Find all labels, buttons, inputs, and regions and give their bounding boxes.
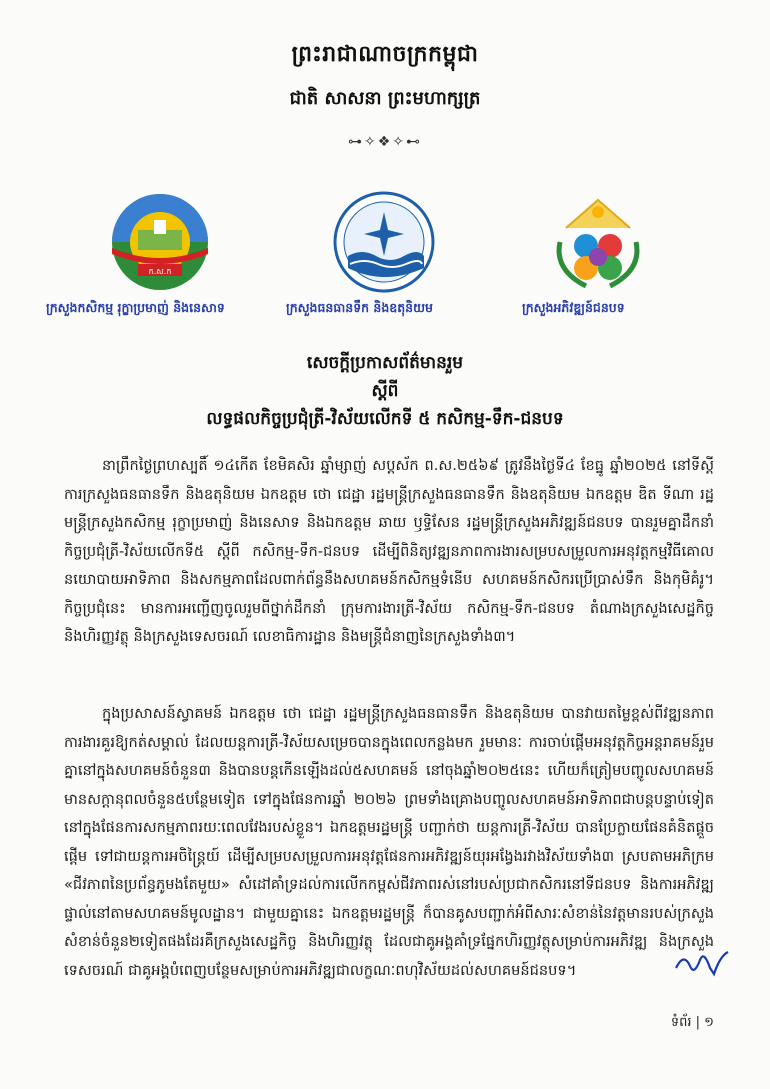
rural-ministry-label: ក្រសួងអភិវឌ្ឍន៍ជនបទ: [522, 300, 625, 315]
rural-ministry-logo: [546, 186, 650, 300]
body-paragraph-1: នាព្រឹកថ្ងៃព្រហស្បតិ៍ ១៤កើត ខែមិគសិរ ឆ្នាំម្សាញ់ សប្តស័ក ព.ស.២៥៦៩ ត្រូវនឹងថ្ងៃទី៤ ខែធ្នូ ឆ្នាំ២០២៥ នៅទីស្តីការក្រសួងធនធានទឹក និងឧតុនិយម ឯកឧត្តម ថោ ជេដ្ឋា រដ្ឋមន្ត្រីក្រសួងធនធានទឹក និងឧតុនិយម ឯកឧត្តម ឌិត ទីណា រដ្ឋមន្ត្រីក្រសួងកសិកម្ម រុក្ខាប្រមាញ់ និងនេសាទ និងឯកឧត្តម ឆាយ ឫទ្ធិសែន រដ្ឋមន្ត្រីក្រសួងអភិវឌ្ឍន៍ជនបទ បានរួមគ្នាដឹកនាំកិច្ចប្រជុំត្រី-វិស័យលើកទី៥ ស្តីពី កសិកម្ម-ទឹក-ជនបទ ដើម្បីពិនិត្យវឌ្ឍនភាពការងារសម្របសម្រួលការអនុវត្តកម្មវិធីគោលនយោបាយអាទិភាព និងសកម្មភាពដែលពាក់ព័ន្ធនឹងសហគមន៍កសិកម្មទំនើប សហគមន៍កសិករប្រើប្រាស់ទឹក និងកុមិគំរូ។ កិច្ចប្រជុំនេះ មានការអញ្ជើញចូលរួមពីថ្នាក់ដឹកនាំ ក្រុមការងារត្រី-វិស័យ កសិកម្ម-ទឹក-ជនបទ តំណាងក្រសួងសេដ្ឋកិច្ច និងហិរញ្ញវត្ថុ និងក្រសួងទេសចរណ៍ លេខាធិការដ្ឋាន និងមន្ត្រីជំនាញនៃក្រសួងទាំង៣។: [64, 457, 714, 645]
agriculture-ministry-logo: [108, 190, 212, 298]
agriculture-ministry-label: ក្រសួងកសិកម្ម រុក្ខាប្រមាញ់ និងនេសាទ: [46, 300, 225, 315]
press-release-subject: លទ្ធផលកិច្ចប្រជុំត្រី-វិស័យលើកទី ៥ កសិកម្ម-ទឹក-ជនបទ: [206, 409, 564, 429]
press-release-subject-label: ស្តីពី: [371, 381, 399, 401]
page-number: ទំព័រ | ១: [670, 1015, 714, 1030]
water-ministry-label: ក្រសួងធនធានទឹក និងឧតុនិយម: [286, 300, 433, 315]
kingdom-title: ព្រះរាជាណាចក្រកម្ពុជា: [291, 42, 479, 67]
body-paragraph-2: ក្នុងប្រសាសន៍ស្វាគមន៍ ឯកឧត្តម ថោ ជេដ្ឋា រដ្ឋមន្ត្រីក្រសួងធនធានទឹក និងឧតុនិយម បានវាយតម្លៃខ្ពស់ពីវឌ្ឍនភាពការងារគួរឱ្យកត់សម្គាល់ ដែលយន្តការត្រី-វិស័យសម្រេចបានក្នុងពេលកន្លងមក រួមមានៈ ការចាប់ផ្តើមអនុវត្តកិច្ចអន្តរាគមន៍រួមគ្នានៅក្នុងសហគមន៍ចំនួន៣ និងបានបន្តកើនឡើងដល់៥សហគមន៍ នៅចុងឆ្នាំ២០២៥នេះ ហើយក៏ត្រៀមបញ្ចូលសហគមន៍មានសក្តានុពលចំនួន៥បន្ថែមទៀត ទៅក្នុងផែនការឆ្នាំ ២០២៦ ព្រមទាំងគ្រោងបញ្ចូលសហគមន៍អាទិភាពជាបន្តបន្ទាប់ទៀត នៅក្នុងផែនការសកម្មភាពរយៈពេលវែងរបស់ខ្លួន។ ឯកឧត្តមរដ្ឋមន្ត្រី បញ្ជាក់ថា យន្តការត្រី-វិស័យ បានប្រែក្លាយផែនគំនិតផ្តួចផ្តើម ទៅជាយន្តការអចិន្ត្រៃយ៍ ដើម្បីសម្របសម្រួលការអនុវត្តផែនការអភិវឌ្ឍន៍យុរអង្វែងរវាងវិស័យទាំង៣ ស្របតាមអភិក្រម «ជីវភាពនៃប្រព័ន្ធភូមងតែមួយ» សំដៅគាំទ្រដល់ការលើកកម្ពស់ជីវភាពរស់នៅរបស់ប្រជាកសិករនៅទីជនបទ និងការអភិវឌ្ឍផ្ទាល់នៅតាមសហគមន៍មូលដ្ឋាន។ ជាមួយគ្នានេះ ឯកឧត្តមរដ្ឋមន្ត្រី ក៏បានគូសបញ្ជាក់អំពីសារៈសំខាន់នៃវត្តមានរបស់ក្រសួងសំខាន់ចំនួន២ទៀតផងដែរគឺក្រសួងសេដ្ឋកិច្ច និងហិរញ្ញវត្ថុ ដែលជាគូអង្គគាំទ្រផ្នែកហិរញ្ញវត្ថុសម្រាប់ការអភិវឌ្ឍ និងក្រសួងទេសចរណ៍ ជាគូអង្គបំពេញបន្ថែមសម្រាប់ការអភិវឌ្ឍជាលក្ខណៈពហុវិស័យដល់សហគមន៍ជនបទ។: [64, 705, 715, 979]
national-motto: ជាតិ សាសនា ព្រះមហាក្សត្រ: [289, 88, 481, 109]
press-release-title: សេចក្តីប្រកាសព័ត៌មានរួម: [306, 353, 464, 373]
header-ornament: ⊶✧❖✧⊷: [347, 134, 422, 150]
water-ministry-logo: [332, 190, 436, 298]
svg-text:ក.ស.ក: ក.ស.ក: [148, 267, 172, 276]
handwritten-initial: [672, 946, 732, 984]
